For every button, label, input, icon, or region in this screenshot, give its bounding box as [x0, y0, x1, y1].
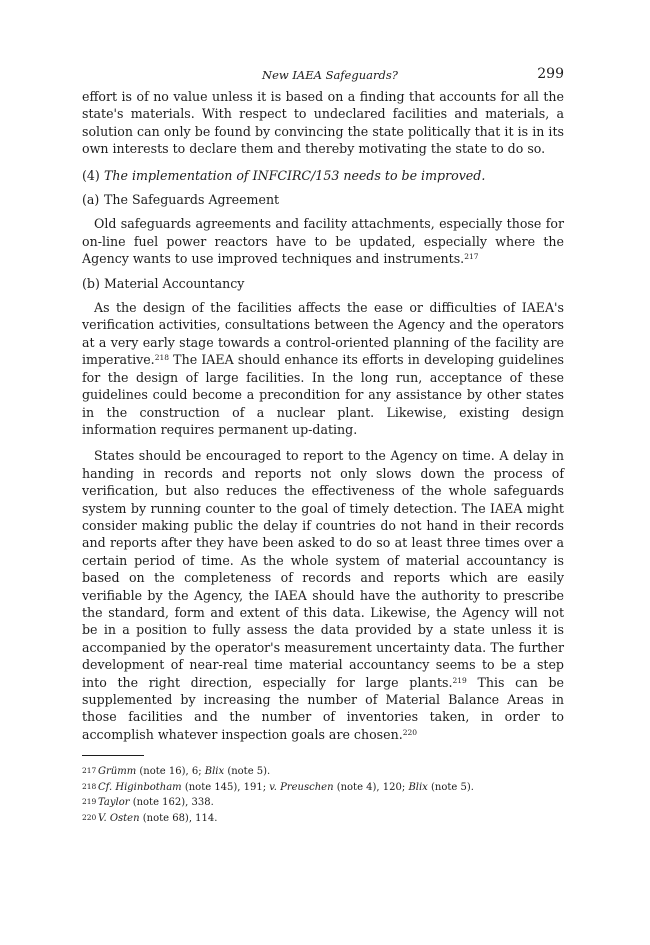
page-number: 299 [537, 66, 564, 82]
section-number: (4) [82, 167, 100, 183]
footnote-number: 217 [82, 766, 97, 776]
footnote-ref[interactable]: 219 [452, 675, 467, 685]
footnote-220 [82, 811, 564, 827]
body-text [82, 88, 564, 743]
paragraph-text: The IAEA should enhance its efforts in developing guidelines for the design of large facilities. In the long run, acceptance of these guidelines could become a precondition for any assistance by other states in the construction of a nuclear plant. Likewise, existing design information requires permanent up-dating. [82, 352, 564, 437]
paragraph-facility-design [82, 299, 564, 438]
subsection-heading-a [82, 191, 564, 208]
footnotes [82, 764, 564, 826]
footnote-217 [82, 764, 564, 780]
footnote-text: (note 16), 6; [136, 766, 205, 778]
paragraph-reporting [82, 447, 564, 743]
footnote-text: (note 4), 120; [333, 781, 409, 793]
book-page [82, 66, 564, 826]
footnote-author: Taylor [98, 797, 130, 809]
footnote-text: (note 145), 191; [181, 781, 270, 793]
footnote-number: 218 [82, 781, 97, 791]
footnote-author: Blix [408, 781, 428, 793]
page-header [82, 66, 564, 88]
footnote-author: Grümm [98, 766, 137, 778]
footnote-ref[interactable]: 217 [464, 252, 479, 262]
subsection-title: The Safeguards Agreement [104, 192, 280, 208]
footnote-number: 219 [82, 797, 97, 807]
section-title: The implementation of INFCIRC/153 needs to be improved. [104, 167, 486, 183]
running-head: New IAEA Safeguards? [262, 68, 398, 82]
subsection-number: (a) [82, 192, 100, 208]
footnote-ref[interactable]: 218 [154, 353, 170, 363]
subsection-heading-b [82, 275, 564, 292]
footnote-author: v. Preuschen [269, 781, 334, 793]
footnote-219 [82, 795, 564, 811]
paragraph-continued: effort is of no value unless it is based on a finding that accounts for all the state's materials. With respect to undeclared facilities and materials, a solution can only be found by convincing the state politically that it is in its own interests to declare them and thereby motivating the state to do so. [82, 89, 564, 157]
footnote-author: V. Osten [98, 812, 140, 824]
footnote-divider [82, 755, 144, 756]
paragraph-safeguards-agreement [82, 215, 564, 267]
footnote-number: 220 [82, 812, 97, 822]
footnote-text: (note 5). [427, 781, 474, 793]
footnote-text: (note 162), 338. [129, 797, 214, 809]
footnote-218 [82, 780, 564, 796]
footnote-text: (note 68), 114. [139, 812, 218, 824]
footnote-ref[interactable]: 220 [402, 727, 418, 737]
footnote-author: Higinbotham [115, 781, 182, 793]
subsection-title: Material Accountancy [104, 275, 245, 291]
paragraph-text: As the design of the facilities affects the ease or difficulties of IAEA's verification activities, consultations between the Agency and the operators at a very early stage towards a control-oriented planning of the facility are imperative. [82, 300, 564, 368]
section-heading-4 [82, 167, 564, 184]
subsection-number: (b) [82, 275, 100, 291]
paragraph-text: This can be supplemented by increasing the number of Material Balance Areas in those facilities and the number of inventories taken, in order to accomplish whatever inspection goals are chosen. [82, 674, 565, 742]
paragraph-text: States should be encouraged to report to the Agency on time. A delay in handing in records and reports not only slows down the process of verification, but also reduces the effectiveness of the whole safeguards system by running counter to the goal of timely detection. The IAEA might consider making public the delay if countries do not hand in their records and reports after they have been asked to do so at least three times over a certain period of time. As the whole system of material accountancy is based on the completeness of records and reports which are easily verifiable by the Agency, the IAEA should have the authority to prescribe the standard, form and extent of this data. Likewise, the Agency will not be in a position to fully assess the data provided by a state unless it is accompanied by the operator's measurement uncertainty data. The further development of near-real time material accountancy seems to be a step into the right direction, especially for large plants. [82, 448, 564, 690]
paragraph-text: Old safeguards agreements and facility attachments, especially those for on-line fuel power reactors have to be updated, especially where the Agency wants to use improved techniques and instruments. [82, 216, 564, 267]
footnote-author: Blix [204, 766, 225, 778]
footnote-text: (note 5). [224, 766, 271, 778]
footnote-prefix: Cf. [98, 781, 116, 793]
